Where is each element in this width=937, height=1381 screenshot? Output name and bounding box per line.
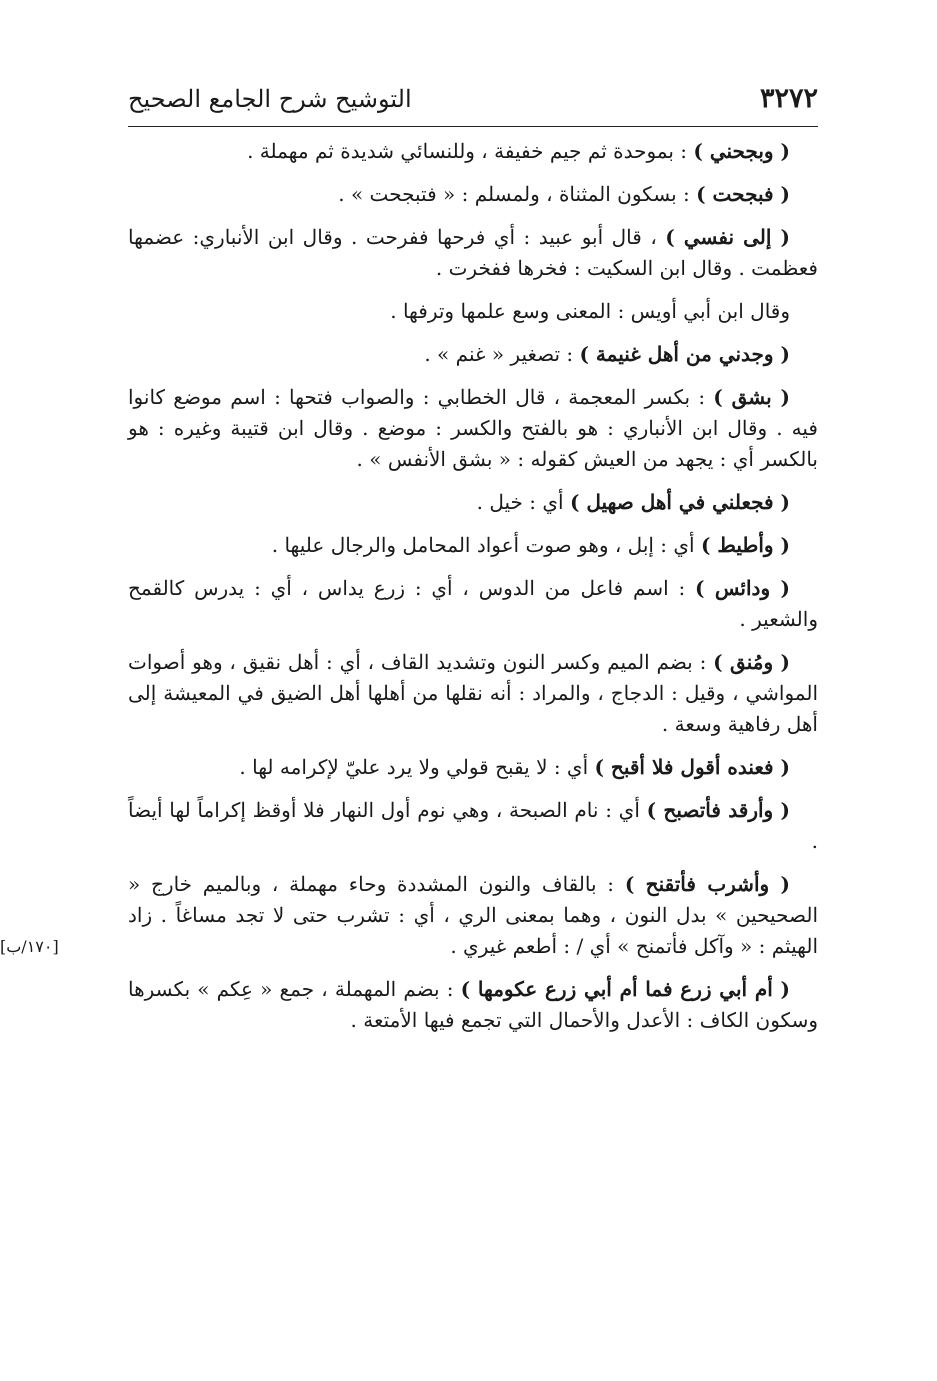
- commentary: : بموحدة ثم جيم خفيفة ، وللنسائي شديدة ثم مهملة .: [247, 139, 694, 163]
- commentary: ، قال أبو عبيد : أي فرحها ففرحت . وقال ابن الأنباري: عضمها فعظمت . وقال ابن السكيت : فخرها ففخرت .: [128, 225, 818, 280]
- paragraph: [128, 179, 818, 210]
- commentary: أي : لا يقبح قولي ولا يرد عليّ لإكرامه لها .: [239, 755, 595, 779]
- paragraph: [128, 974, 818, 1036]
- lemma: ( ودائس ): [695, 576, 790, 600]
- commentary: أي : نام الصبحة ، وهي نوم أول النهار فلا أوقظ إكراماً لها أيضاً .: [128, 798, 818, 853]
- lemma: ( ومُنق ): [713, 650, 791, 674]
- paragraph: [128, 573, 818, 635]
- commentary: : بضم المهملة ، جمع « عِكم » بكسرها وسكون الكاف : الأعدل والأحمال التي تجمع فيها الأمتعة .: [128, 977, 818, 1032]
- commentary: : بالقاف والنون المشددة وحاء مهملة ، وبالميم خارج « الصحيحين » بدل النون ، وهما بمعنى الري ، أي : تشرب حتى لا تجد مساغاً . زاد الهيثم : « وآكل فأتمنح » أي / : أطعم غيري .: [128, 872, 818, 958]
- commentary: : بضم الميم وكسر النون وتشديد القاف ، أي : أهل نقيق ، وهو أصوات المواشي ، وقيل : الدجاج ، والمراد : أنه نقلها من أهلها أهل الضيق في المعيشة إلى أهل رفاهية وسعة .: [128, 650, 818, 736]
- paragraph: [128, 869, 818, 962]
- lemma: ( وبجحني ): [693, 139, 790, 163]
- page-number: ٣٢٧٢: [759, 83, 818, 114]
- paragraph: [128, 795, 818, 857]
- main-text: [128, 136, 818, 1048]
- header-rule: [128, 126, 818, 127]
- paragraph: [128, 382, 818, 475]
- lemma: ( فبجحت ): [696, 182, 790, 206]
- commentary: : اسم فاعل من الدوس ، أي : زرع يداس ، أي : يدرس كالقمح والشعير .: [128, 576, 818, 631]
- paragraph: [128, 339, 818, 370]
- commentary: : بكسر المعجمة ، قال الخطابي : والصواب فتحها : اسم موضع كانوا فيه . وقال ابن الأنباري : هو بالفتح والكسر : موضع . وقال ابن قتيبة وغيره : هو بالكسر أي : يجهد من العيش كقوله : « بشق الأنفس » .: [128, 385, 818, 471]
- running-title: التوشيح شرح الجامع الصحيح: [128, 85, 412, 113]
- lemma: ( فعنده أقول فلا أقبح ): [594, 755, 790, 779]
- commentary: أي : خيل .: [476, 490, 570, 514]
- commentary: : بسكون المثناة ، ولمسلم : « فتبجحت » .: [338, 182, 697, 206]
- lemma: ( وأشرب فأتقنح ): [624, 872, 790, 896]
- commentary: أي : إبل ، وهو صوت أعواد المحامل والرجال عليها .: [271, 533, 701, 557]
- folio-margin-note: [١٧٠/ب]: [0, 937, 59, 956]
- page-header: [128, 82, 818, 122]
- paragraph: [128, 222, 818, 284]
- commentary: : تصغير « غنم » .: [424, 342, 580, 366]
- paragraph: [128, 647, 818, 740]
- lemma: ( وأطيط ): [700, 533, 790, 557]
- lemma: ( وأرقد فأتصبح ): [646, 798, 790, 822]
- lemma: ( إلى نفسي ): [665, 225, 790, 249]
- paragraph: [128, 752, 818, 783]
- paragraph: [128, 296, 818, 327]
- paragraph: [128, 530, 818, 561]
- paragraph: [128, 136, 818, 167]
- lemma: ( بشق ): [713, 385, 790, 409]
- commentary: وقال ابن أبي أويس : المعنى وسع علمها وترفها .: [390, 299, 790, 323]
- lemma: ( أم أبي زرع فما أم أبي زرع عكومها ): [460, 977, 791, 1001]
- lemma: ( فجعلني في أهل صهيل ): [569, 490, 790, 514]
- paragraph: [128, 487, 818, 518]
- lemma: ( وجدني من أهل غنيمة ): [579, 342, 790, 366]
